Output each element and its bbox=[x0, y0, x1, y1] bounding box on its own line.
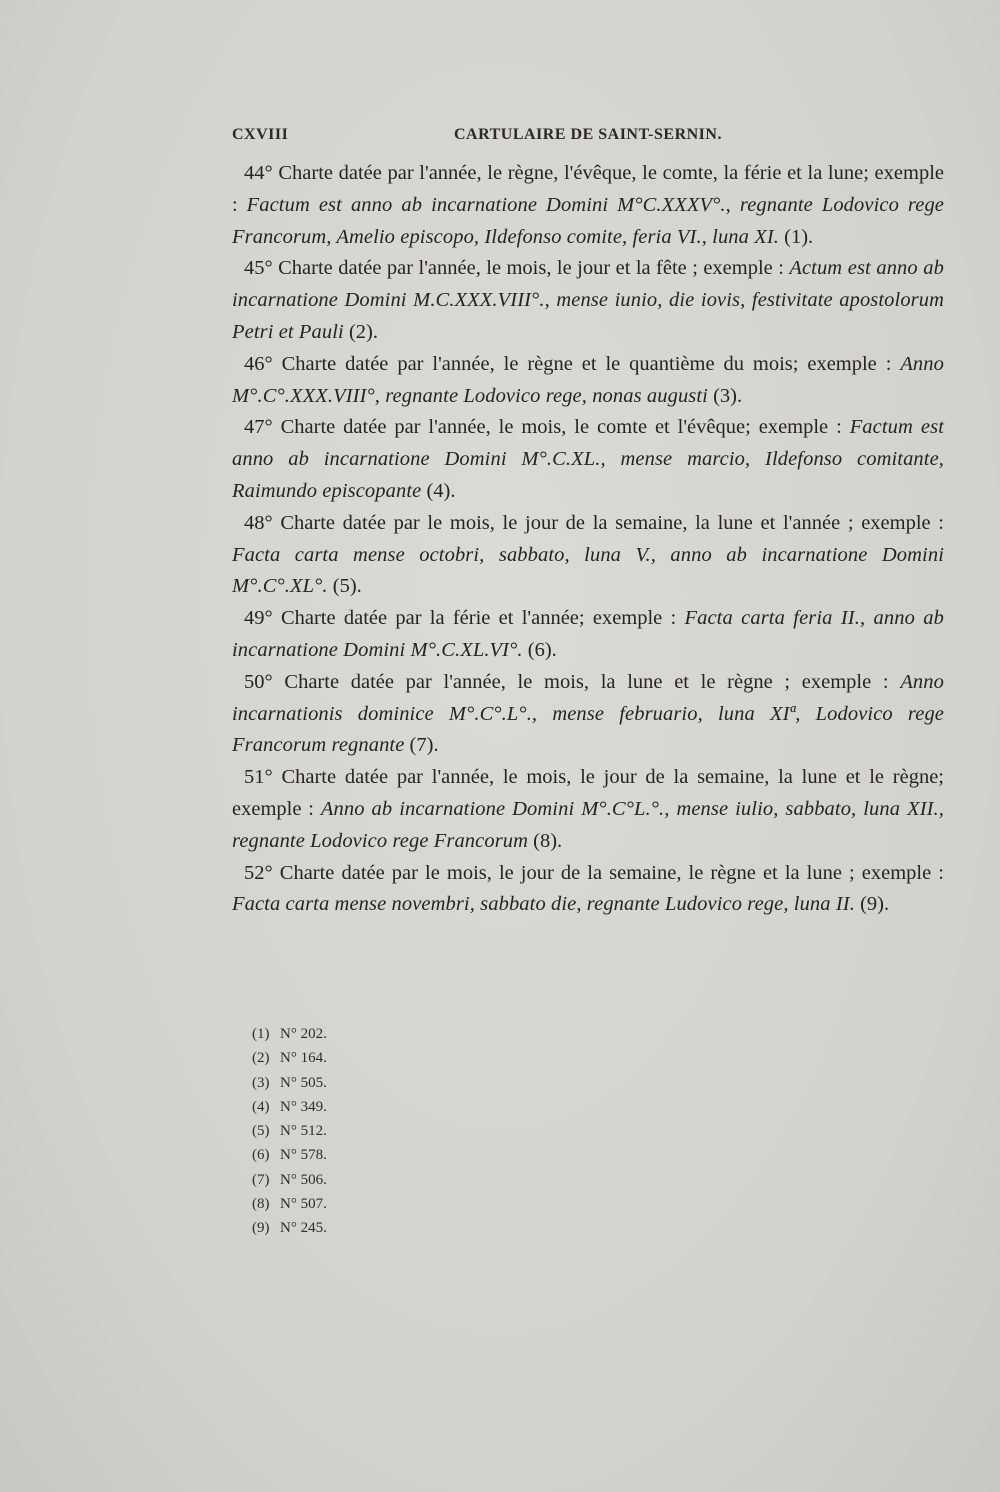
paragraph-text: Charte datée par la férie et l'année; exemple : bbox=[272, 607, 685, 630]
latin-quote: Anno ab incarnatione Domini M°.C°L.°., mense iulio, sabbato, luna XII., regnante Lodovico rege Francorum bbox=[232, 797, 944, 852]
paragraph-50 bbox=[232, 667, 944, 762]
footnote-ref: (9). bbox=[854, 893, 890, 916]
footnote-mark: (1) bbox=[252, 1026, 270, 1042]
footnote bbox=[252, 1216, 552, 1240]
footnote bbox=[252, 1192, 552, 1216]
paragraph-number: 46° bbox=[244, 352, 273, 375]
paragraph-number: 45° bbox=[244, 257, 273, 280]
footnote-text: N° 245. bbox=[280, 1220, 327, 1237]
paragraph-49 bbox=[232, 603, 944, 667]
footnote-text: N° 349. bbox=[280, 1098, 327, 1115]
page-number: CXVIII bbox=[232, 126, 289, 143]
paragraph-44 bbox=[232, 158, 944, 253]
latin-quote: Anno M°.C°.XXX.VIII°, regnante Lodovico rege, nonas augusti bbox=[232, 352, 944, 407]
running-header bbox=[232, 126, 942, 150]
footnote-text: N° 507. bbox=[280, 1196, 327, 1213]
footnote-text: N° 578. bbox=[280, 1147, 327, 1164]
latin-quote: Anno incarnationis dominice M°.C°.L°., mense februario, luna XIª, Lodovico rege Francorum regnante bbox=[232, 670, 944, 757]
paragraph-text: Charte datée par l'année, le mois, la lune et le règne ; exemple : bbox=[272, 670, 901, 693]
latin-quote: Factum est anno ab incarnatione Domini M°C.XXXV°., regnante Lodovico rege Francorum, Amelio episcopo, Ildefonso comite, feria VI., luna XI. bbox=[232, 193, 944, 248]
footnote bbox=[252, 1071, 552, 1095]
footnote-ref: (1). bbox=[779, 225, 814, 248]
footnote bbox=[252, 1119, 552, 1143]
paragraph-text: Charte datée par le mois, le jour de la semaine, le règne et la lune ; exemple : bbox=[272, 861, 944, 884]
footnote-ref: (8). bbox=[528, 829, 563, 852]
footnotes bbox=[252, 1022, 552, 1241]
paragraph-number: 51° bbox=[244, 766, 273, 789]
paragraph-text: Charte datée par le mois, le jour de la semaine, la lune et l'année ; exemple : bbox=[272, 511, 944, 534]
footnote bbox=[252, 1046, 552, 1070]
footnote-mark: (7) bbox=[252, 1171, 270, 1188]
footnote bbox=[252, 1168, 552, 1192]
paragraph-number: 48° bbox=[244, 511, 273, 534]
latin-quote: Factum est anno ab incarnatione Domini M°.C.XL., mense marcio, Ildefonso comitante, Raimundo episcopante bbox=[232, 416, 944, 502]
latin-quote: Facta carta feria II., anno ab incarnatione Domini M°.C.XL.VI°. bbox=[232, 607, 944, 661]
paragraph-52 bbox=[232, 858, 944, 922]
paragraph-number: 49° bbox=[244, 607, 273, 630]
footnote-mark: (6) bbox=[252, 1147, 270, 1164]
paragraph-47 bbox=[232, 412, 944, 507]
footnote-ref: (5). bbox=[327, 575, 362, 598]
footnote-mark: (9) bbox=[252, 1220, 270, 1237]
paragraph-46 bbox=[232, 349, 944, 413]
footnote-text: N° 506. bbox=[280, 1171, 327, 1188]
paragraph-51 bbox=[232, 762, 944, 857]
paragraph-number: 50° bbox=[244, 670, 273, 693]
latin-quote: Facta carta mense octobri, sabbato, luna V., anno ab incarnatione Domini M°.C°.XL°. bbox=[232, 543, 944, 598]
footnote-mark: (3) bbox=[252, 1074, 270, 1091]
footnote bbox=[252, 1022, 552, 1046]
footnote-ref: (4). bbox=[421, 479, 456, 502]
footnote-text: N° 202. bbox=[280, 1026, 327, 1042]
paragraph-text: Charte datée par l'année, le règne, l'évêque, le comte, la férie et la lune; exemple : bbox=[232, 162, 944, 216]
footnote-text: N° 505. bbox=[280, 1074, 327, 1091]
footnote-mark: (2) bbox=[252, 1050, 270, 1067]
footnote-text: N° 512. bbox=[280, 1123, 327, 1140]
latin-quote: Facta carta mense novembri, sabbato die, regnante Ludovico rege, luna II. bbox=[232, 893, 855, 916]
paragraph-text: Charte datée par l'année, le mois, le comte et l'évêque; exemple : bbox=[272, 416, 850, 439]
paragraph-text: Charte datée par l'année, le mois, le jour de la semaine, la lune et le règne; exemple : bbox=[232, 766, 944, 820]
paragraph-45 bbox=[232, 253, 944, 348]
footnote-mark: (8) bbox=[252, 1196, 270, 1213]
paragraph-text: Charte datée par l'année, le règne et le quantième du mois; exemple : bbox=[272, 352, 901, 375]
footnote-ref: (6). bbox=[522, 638, 557, 661]
footnote-text: N° 164. bbox=[280, 1050, 327, 1067]
footnote-ref: (7). bbox=[404, 734, 439, 757]
paragraph-number: 52° bbox=[244, 861, 273, 884]
latin-quote: Actum est anno ab incarnatione Domini M.C.XXX.VIII°., mense iunio, die iovis, festivitate apostolorum Petri et Pauli bbox=[232, 257, 944, 343]
running-title: CARTULAIRE DE SAINT-SERNIN. bbox=[454, 126, 722, 143]
footnote bbox=[252, 1095, 552, 1119]
footnote-mark: (4) bbox=[252, 1098, 270, 1115]
footnote bbox=[252, 1143, 552, 1167]
paragraph-text: Charte datée par l'année, le mois, le jour et la fête ; exemple : bbox=[272, 257, 790, 280]
footnote-mark: (5) bbox=[252, 1123, 270, 1140]
paragraph-number: 47° bbox=[244, 416, 273, 439]
footnote-ref: (2). bbox=[343, 320, 379, 343]
footnote-ref: (3). bbox=[707, 384, 743, 407]
paragraph-number: 44° bbox=[244, 162, 273, 184]
main-text bbox=[232, 158, 944, 921]
paragraph-48 bbox=[232, 508, 944, 603]
